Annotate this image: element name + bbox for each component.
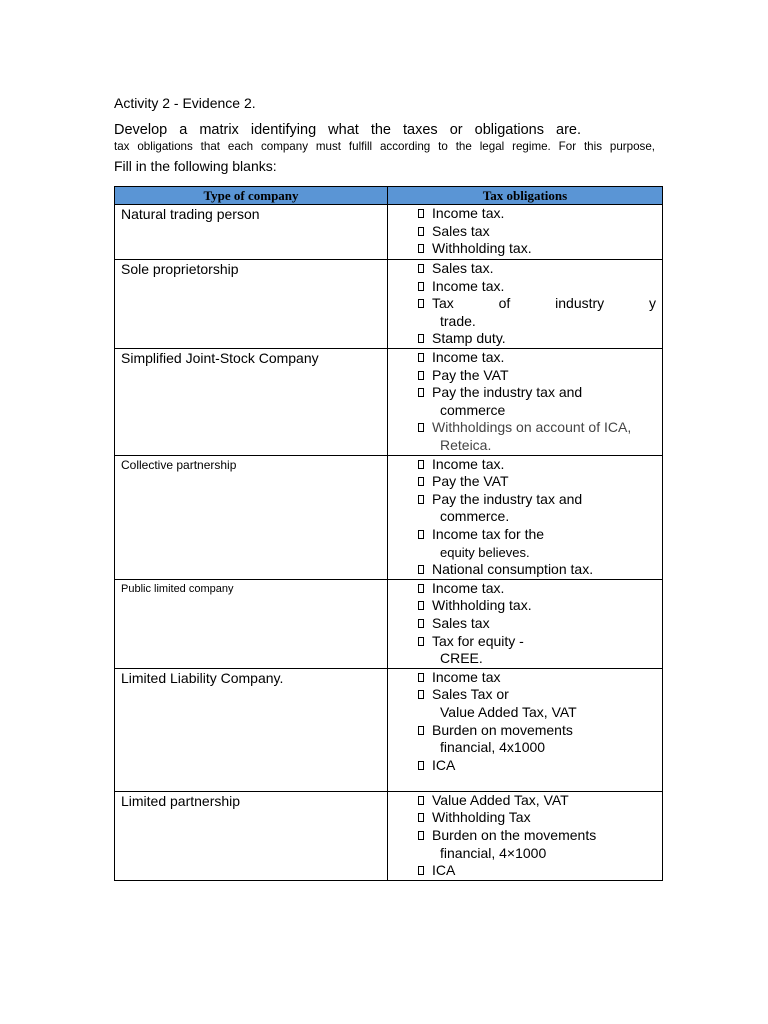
obligation-item: Pay the VAT [418,473,656,491]
obligation-item: Pay the industry tax and commerce [418,384,656,419]
checkbox-icon [418,831,424,840]
obligations-cell [388,668,663,791]
intro-line-1: Develop a matrix identifying what the taxes or obligations are. [114,122,581,138]
checkbox-icon [418,673,424,682]
obligation-item: Sales Tax or Value Added Tax, VAT [418,686,656,721]
checkbox-icon [418,530,424,539]
checkbox-icon [418,299,424,308]
obligations-cell [388,455,663,579]
checkbox-icon [418,637,424,646]
table-row [115,260,663,349]
obligations-cell [388,579,663,668]
obligation-item: Pay the VAT [418,367,656,385]
table-row [115,349,663,456]
table-row [115,668,663,791]
table-row [115,205,663,260]
obligation-item: Income tax. [418,205,656,223]
checkbox-icon [418,477,424,486]
tax-matrix-table [114,186,663,881]
obligation-item: Income tax. [418,580,656,598]
obligation-item: Sales tax [418,615,656,633]
company-cell: Public limited company [115,579,388,668]
company-cell: Limited Liability Company. [115,668,388,791]
obligations-cell [388,260,663,349]
company-cell: Sole proprietorship [115,260,388,349]
checkbox-icon [418,690,424,699]
obligation-item: ICA [418,862,656,880]
checkbox-icon [418,264,424,273]
company-cell: Collective partnership [115,455,388,579]
checkbox-icon [418,334,424,343]
checkbox-icon [418,726,424,735]
checkbox-icon [418,796,424,805]
checkbox-icon [418,371,424,380]
checkbox-icon [418,495,424,504]
obligation-item: Income tax. [418,349,656,367]
company-cell: Limited partnership [115,791,388,880]
table-row [115,579,663,668]
obligation-item: Pay the industry tax and commerce. [418,491,656,526]
obligation-item: ICA [418,757,656,775]
header-type-of-company: Type of company [115,187,388,205]
obligation-item: Income tax for the equity believes. [418,526,656,561]
obligation-item: Withholding Tax [418,809,656,827]
checkbox-icon [418,353,424,362]
checkbox-icon [418,423,424,432]
obligation-item: Burden on movements financial, 4x1000 [418,722,656,757]
page-heading: Activity 2 - Evidence 2. [114,95,256,111]
obligation-item: Stamp duty. [418,330,656,348]
obligation-item: Withholdings on account of ICA, Reteica. [418,419,656,454]
checkbox-icon [418,388,424,397]
obligation-item: Sales tax [418,223,656,241]
checkbox-icon [418,813,424,822]
obligation-item: Withholding tax. [418,240,656,258]
checkbox-icon [418,866,424,875]
table-row [115,455,663,579]
checkbox-icon [418,227,424,236]
checkbox-icon [418,460,424,469]
table-header-row [115,187,663,205]
checkbox-icon [418,282,424,291]
checkbox-icon [418,565,424,574]
obligations-cell [388,349,663,456]
obligation-item: National consumption tax. [418,561,656,579]
table-row [115,791,663,880]
header-tax-obligations: Tax obligations [388,187,663,205]
obligation-item: Income tax. [418,456,656,474]
obligation-item: Tax for equity - CREE. [418,633,656,668]
obligation-item: Income tax [418,669,656,687]
intro-line-2: tax obligations that each company must fulfill according to the legal regime. For this purpose, [114,140,655,153]
checkbox-icon [418,601,424,610]
obligation-item: Tax of industry y trade. [418,295,656,330]
checkbox-icon [418,244,424,253]
checkbox-icon [418,761,424,770]
checkbox-icon [418,584,424,593]
intro-line-3: Fill in the following blanks: [114,158,277,174]
obligations-cell [388,205,663,260]
checkbox-icon [418,619,424,628]
checkbox-icon [418,209,424,218]
obligation-item: Burden on the movements financial, 4×1000 [418,827,656,862]
obligation-item: Withholding tax. [418,597,656,615]
obligation-item: Income tax. [418,278,656,296]
company-cell: Simplified Joint-Stock Company [115,349,388,456]
company-cell: Natural trading person [115,205,388,260]
obligation-item: Value Added Tax, VAT [418,792,656,810]
obligations-cell [388,791,663,880]
obligation-item: Sales tax. [418,260,656,278]
